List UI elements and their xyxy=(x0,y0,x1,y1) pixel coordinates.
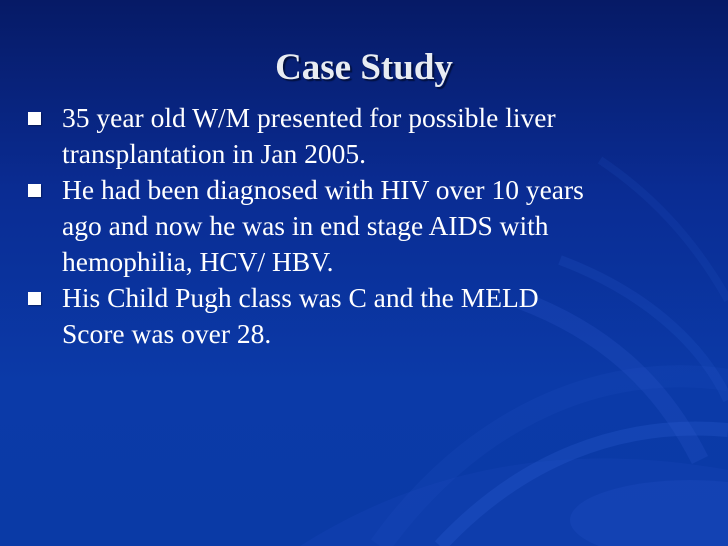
bullet-list xyxy=(28,100,688,352)
bullet-item xyxy=(28,280,688,352)
square-bullet-icon xyxy=(28,184,41,197)
bullet-line: hemophilia, HCV/ HBV. xyxy=(62,246,334,277)
bullet-item xyxy=(28,100,688,172)
bullet-line: 35 year old W/M presented for possible liver xyxy=(62,102,556,133)
bullet-line: He had been diagnosed with HIV over 10 years xyxy=(62,174,584,205)
bullet-line: transplantation in Jan 2005. xyxy=(62,138,366,169)
bullet-line: ago and now he was in end stage AIDS with xyxy=(62,210,549,241)
bullet-item xyxy=(28,172,688,280)
square-bullet-icon xyxy=(28,292,41,305)
bullet-line: Score was over 28. xyxy=(62,318,272,349)
bullet-line: His Child Pugh class was C and the MELD xyxy=(62,282,539,313)
square-bullet-icon xyxy=(28,112,41,125)
slide-title: Case Study xyxy=(275,47,453,88)
